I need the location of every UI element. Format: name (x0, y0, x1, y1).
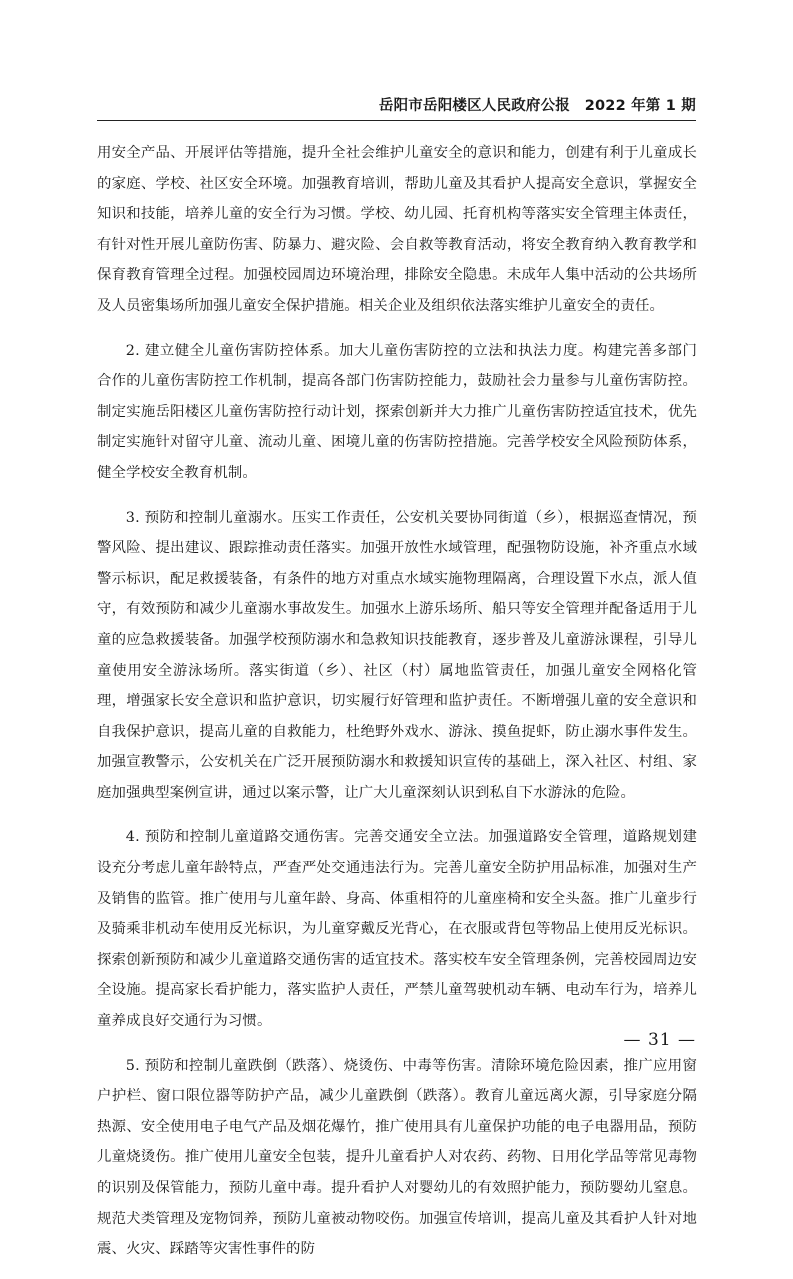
page-header (97, 88, 696, 121)
document-body (97, 138, 697, 1279)
paragraph-item-4: 4. 预防和控制儿童道路交通伤害。完善交通安全立法。加强道路安全管理，道路规划建设充分考虑儿童年龄特点，严查严处交通违法行为。完善儿童安全防护用品标准，加强对生产及销售的监管。推广使用与儿童年龄、身高、体重相符的儿童座椅和安全头盔。推广儿童步行及骑乘非机动车使用反光标识，为儿童穿戴反光背心，在衣服或背包等物品上使用反光标识。探索创新预防和减少儿童道路交通伤害的适宜技术。落实校车安全管理条例，完善校园周边安全设施。提高家长看护能力，落实监护人责任，严禁儿童驾驶机动车辆、电动车行为，培养儿童养成良好交通行为习惯。 (97, 829, 697, 1030)
paragraph-item-2: 2. 建立健全儿童伤害防控体系。加大儿童伤害防控的立法和执法力度。构建完善多部门合作的儿童伤害防控工作机制，提高各部门伤害防控能力，鼓励社会力量参与儿童伤害防控。制定实施岳阳楼区儿童伤害防控行动计划，探索创新并大力推广儿童伤害防控适宜技术，优先制定实施针对留守儿童、流动儿童、困境儿童的伤害防控措施。完善学校安全风险预防体系，健全学校安全教育机制。 (97, 342, 697, 481)
paragraph-item-5: 5. 预防和控制儿童跌倒（跌落）、烧烫伤、中毒等伤害。清除环境危险因素，推广应用窗户护栏、窗口限位器等防护产品，减少儿童跌倒（跌落）。教育儿童远离火源，引导家庭分隔热源、安全使用电子电气产品及烟花爆竹，推广使用具有儿童保护功能的电子电器用品，预防儿童烧烫伤。推广使用儿童安全包装，提升儿童看护人对农药、药物、日用化学品等常见毒物的识别及保管能力，预防儿童中毒。提升看护人对婴幼儿的有效照护能力，预防婴幼儿窒息。规范犬类管理及宠物饲养，预防儿童被动物咬伤。加强宣传培训，提高儿童及其看护人针对地震、火灾、踩踏等灾害性事件的防 (97, 1057, 697, 1258)
header-title: 岳阳市岳阳楼区人民政府公报 2022 年第 1 期 (378, 98, 696, 114)
paragraph-item-3: 3. 预防和控制儿童溺水。压实工作责任，公安机关要协同街道（乡），根据巡查情况，预警风险、提出建议、跟踪推动责任落实。加强开放性水域管理，配强物防设施，补齐重点水域警示标识，配足救援装备，有条件的地方对重点水域实施物理隔离，合理设置下水点，派人值守，有效预防和减少儿童溺水事故发生。加强水上游乐场所、船只等安全管理并配备适用于儿童的应急救援装备。加强学校预防溺水和急救知识技能教育，逐步普及儿童游泳课程，引导儿童使用安全游泳场所。落实街道（乡）、社区（村）属地监管责任，加强儿童安全网格化管理，增强家长安全意识和监护意识，切实履行好管理和监护责任。不断增强儿童的安全意识和自我保护意识，提高儿童的自救能力，杜绝野外戏水、游泳、摸鱼捉虾，防止溺水事件发生。加强宣教警示，公安机关在广泛开展预防溺水和救援知识宣传的基础上，深入社区、村组、家庭加强典型案例宣讲，通过以案示警，让广大儿童深刻认识到私自下水游泳的危险。 (97, 509, 697, 801)
page-number: — 31 — (623, 1030, 696, 1050)
paragraph-continued: 用安全产品、开展评估等措施，提升全社会维护儿童安全的意识和能力，创建有利于儿童成长的家庭、学校、社区安全环境。加强教育培训，帮助儿童及其看护人提高安全意识，掌握安全知识和技能，培养儿童的安全行为习惯。学校、幼儿园、托育机构等落实安全管理主体责任，有针对性开展儿童防伤害、防暴力、避灾险、会自救等教育活动，将安全教育纳入教育教学和保育教育管理全过程。加强校园周边环境治理，排除安全隐患。未成年人集中活动的公共场所及人员密集场所加强儿童安全保护措施。相关企业及组织依法落实维护儿童安全的责任。 (97, 145, 697, 314)
